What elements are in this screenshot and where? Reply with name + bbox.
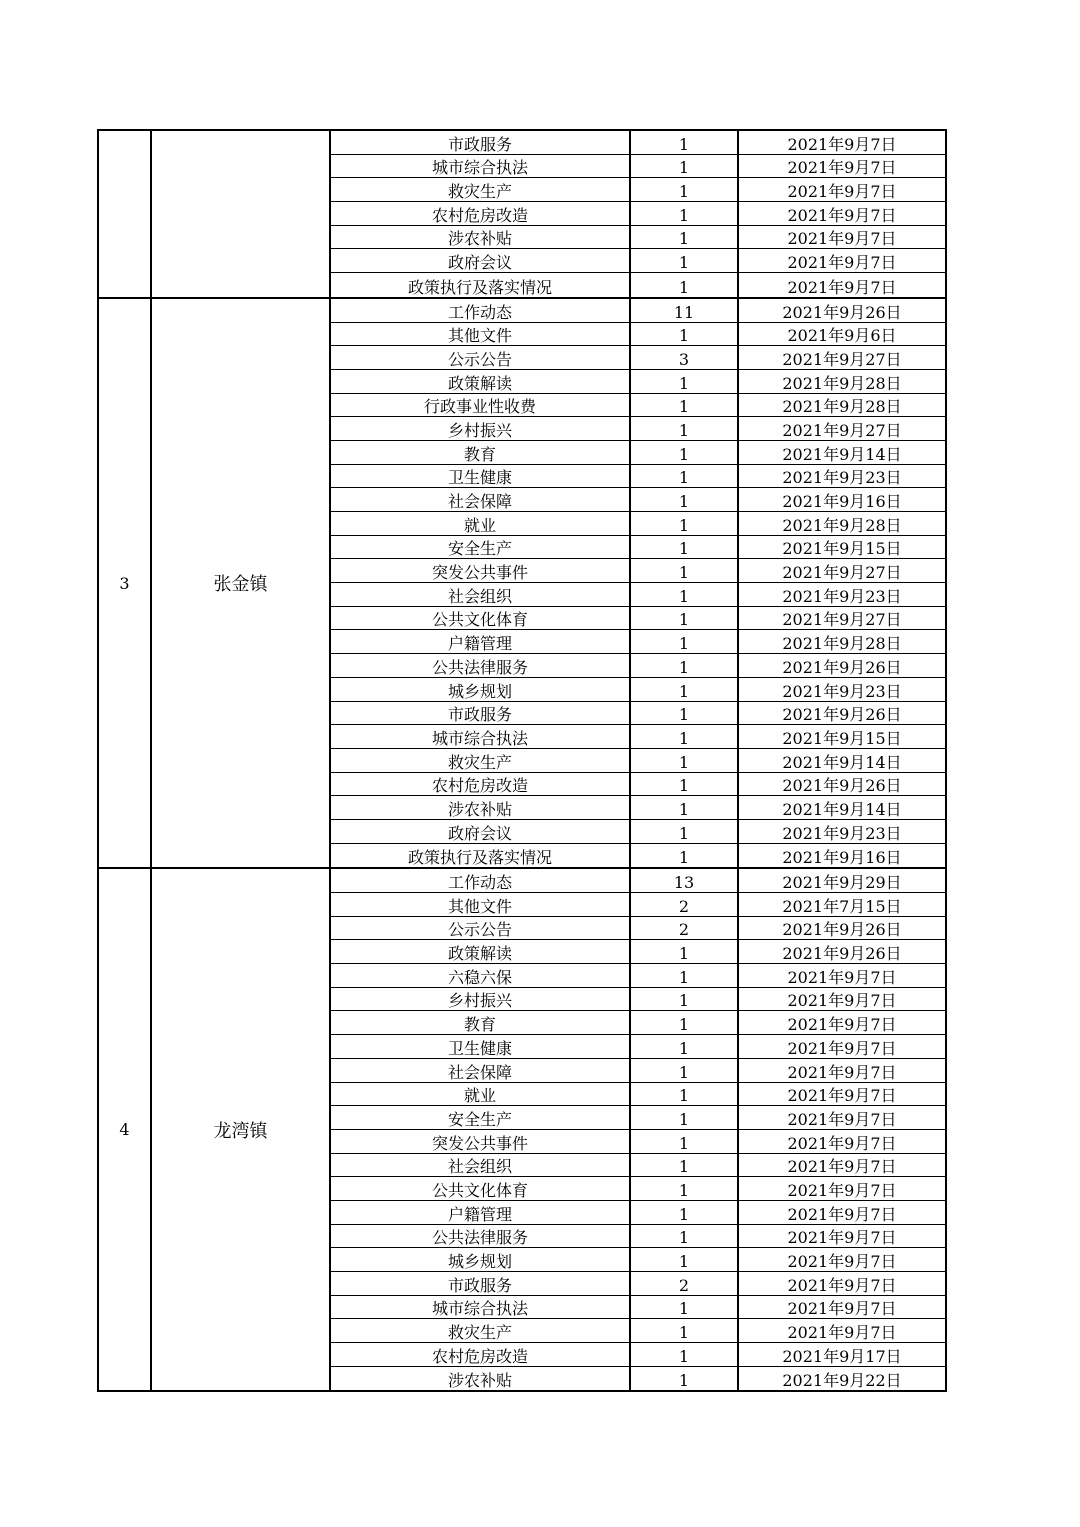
date-cell: 2021年9月16日 xyxy=(739,488,945,512)
table-row xyxy=(331,630,945,654)
town-name-cell: 张金镇 xyxy=(152,299,331,868)
date-cell: 2021年9月7日 xyxy=(787,277,897,297)
table-row xyxy=(331,178,945,202)
category-cell: 社会保障 xyxy=(331,488,631,512)
category-cell: 户籍管理 xyxy=(331,630,631,654)
table-row xyxy=(331,441,945,465)
table-row xyxy=(331,702,945,726)
date-cell: 2021年9月7日 xyxy=(739,178,945,202)
table-row xyxy=(331,155,945,179)
date-cell: 2021年9月7日 xyxy=(739,1154,945,1178)
table-row xyxy=(331,226,945,250)
date-cell: 2021年9月29日 xyxy=(739,869,945,893)
table-row xyxy=(331,583,945,607)
table-row xyxy=(331,796,945,820)
count-cell: 1 xyxy=(631,512,739,536)
category-cell: 工作动态 xyxy=(331,869,631,893)
table-row xyxy=(331,940,945,964)
count-cell: 1 xyxy=(631,607,739,631)
date-cell: 2021年9月7日 xyxy=(739,202,945,226)
date-cell: 2021年9月7日 xyxy=(739,1130,945,1154)
count-cell: 1 xyxy=(631,1343,739,1367)
date-cell: 2021年9月14日 xyxy=(739,796,945,820)
category-cell: 卫生健康 xyxy=(331,465,631,489)
table-row xyxy=(331,964,945,988)
count-cell: 1 xyxy=(631,131,739,155)
table-row xyxy=(331,607,945,631)
category-cell: 政策解读 xyxy=(331,940,631,964)
category-cell: 教育 xyxy=(331,441,631,465)
category-cell: 乡村振兴 xyxy=(331,988,631,1012)
table-row xyxy=(331,893,945,917)
table-row xyxy=(331,1248,945,1272)
count-cell: 1 xyxy=(631,725,739,749)
category-cell: 城乡规划 xyxy=(331,678,631,702)
count-cell: 1 xyxy=(631,1319,739,1343)
count-cell: 1 xyxy=(631,940,739,964)
table-row xyxy=(331,1225,945,1249)
date-cell: 2021年9月14日 xyxy=(739,441,945,465)
date-cell: 2021年9月7日 xyxy=(739,1083,945,1107)
date-cell: 2021年9月15日 xyxy=(739,725,945,749)
town-group xyxy=(97,867,947,1392)
table-row xyxy=(331,1272,945,1296)
count-cell: 1 xyxy=(631,202,739,226)
town-name-cell: 龙湾镇 xyxy=(152,869,331,1390)
category-cell: 政策解读 xyxy=(331,370,631,394)
count-cell: 1 xyxy=(631,773,739,797)
date-cell: 2021年9月16日 xyxy=(782,848,902,868)
category-cell: 其他文件 xyxy=(331,323,631,347)
category-cell: 救灾生产 xyxy=(331,749,631,773)
date-cell: 2021年9月7日 xyxy=(739,1225,945,1249)
category-cell: 突发公共事件 xyxy=(331,559,631,583)
category-cell: 乡村振兴 xyxy=(331,417,631,441)
table-row xyxy=(331,202,945,226)
category-cell: 市政服务 xyxy=(331,131,631,155)
date-cell: 2021年9月26日 xyxy=(739,299,945,323)
count-cell: 1 xyxy=(631,488,739,512)
date-cell: 2021年9月26日 xyxy=(739,940,945,964)
table-row xyxy=(331,1343,945,1367)
count-cell: 1 xyxy=(631,1011,739,1035)
category-cell: 就业 xyxy=(331,512,631,536)
date-cell: 2021年9月7日 xyxy=(739,1177,945,1201)
count-cell: 1 xyxy=(631,1367,739,1391)
category-cell: 城乡规划 xyxy=(331,1248,631,1272)
date-cell: 2021年9月7日 xyxy=(739,1296,945,1320)
date-cell: 2021年9月7日 xyxy=(739,1319,945,1343)
table-row xyxy=(331,1106,945,1130)
category-cell: 公示公告 xyxy=(331,346,631,370)
date-cell: 2021年9月7日 xyxy=(739,964,945,988)
count-cell: 13 xyxy=(631,869,739,893)
category-cell: 政策执行及落实情况 xyxy=(331,273,631,297)
date-cell: 2021年9月26日 xyxy=(739,654,945,678)
date-cell: 2021年9月28日 xyxy=(739,512,945,536)
category-cell: 农村危房改造 xyxy=(331,773,631,797)
table-row xyxy=(331,323,945,347)
category-cell: 政府会议 xyxy=(331,820,631,844)
category-cell: 农村危房改造 xyxy=(331,202,631,226)
category-cell: 六稳六保 xyxy=(331,964,631,988)
category-cell: 社会保障 xyxy=(331,1059,631,1083)
date-cell: 2021年9月23日 xyxy=(739,820,945,844)
date-cell: 2021年9月27日 xyxy=(739,346,945,370)
category-cell: 安全生产 xyxy=(331,1106,631,1130)
town-name-cell xyxy=(152,131,331,297)
date-cell: 2021年7月15日 xyxy=(739,893,945,917)
table-row xyxy=(331,654,945,678)
count-cell: 1 xyxy=(631,820,739,844)
category-cell: 救灾生产 xyxy=(331,178,631,202)
table-row xyxy=(331,465,945,489)
category-cell: 公共文化体育 xyxy=(331,1177,631,1201)
date-cell: 2021年9月14日 xyxy=(739,749,945,773)
category-cell: 市政服务 xyxy=(331,1272,631,1296)
count-cell: 2 xyxy=(631,893,739,917)
count-cell: 1 xyxy=(631,1248,739,1272)
category-cell: 行政事业性收费 xyxy=(331,394,631,418)
count-cell: 1 xyxy=(631,583,739,607)
date-cell: 2021年9月22日 xyxy=(782,1371,902,1391)
category-cell: 户籍管理 xyxy=(331,1201,631,1225)
count-cell: 3 xyxy=(631,346,739,370)
count-cell: 1 xyxy=(631,1154,739,1178)
count-cell: 1 xyxy=(631,630,739,654)
date-cell: 2021年9月7日 xyxy=(739,1011,945,1035)
table-row xyxy=(331,512,945,536)
table-row xyxy=(331,417,945,441)
disclosure-table xyxy=(97,129,947,1392)
count-cell: 1 xyxy=(631,226,739,250)
table-row xyxy=(331,1319,945,1343)
table-row xyxy=(331,1011,945,1035)
category-cell: 工作动态 xyxy=(331,299,631,323)
count-cell: 1 xyxy=(631,178,739,202)
count-cell: 1 xyxy=(631,702,739,726)
count-cell: 1 xyxy=(631,370,739,394)
category-cell: 公示公告 xyxy=(331,917,631,941)
count-cell: 1 xyxy=(631,394,739,418)
category-cell: 卫生健康 xyxy=(331,1035,631,1059)
count-cell: 1 xyxy=(631,155,739,179)
date-cell: 2021年9月7日 xyxy=(739,155,945,179)
count-cell: 1 xyxy=(631,1225,739,1249)
table-row xyxy=(331,749,945,773)
sequence-number-cell xyxy=(99,131,152,297)
table-row xyxy=(331,1177,945,1201)
date-cell: 2021年9月27日 xyxy=(739,607,945,631)
table-row xyxy=(331,370,945,394)
count-cell: 1 xyxy=(631,273,739,297)
table-row xyxy=(331,1059,945,1083)
date-cell: 2021年9月23日 xyxy=(739,465,945,489)
count-cell: 1 xyxy=(631,559,739,583)
date-cell: 2021年9月27日 xyxy=(739,559,945,583)
count-cell: 1 xyxy=(631,465,739,489)
table-row xyxy=(331,536,945,560)
category-cell: 教育 xyxy=(331,1011,631,1035)
count-cell: 1 xyxy=(631,1035,739,1059)
count-cell: 1 xyxy=(631,988,739,1012)
town-group xyxy=(97,297,947,868)
category-cell: 救灾生产 xyxy=(331,1319,631,1343)
date-cell: 2021年9月7日 xyxy=(739,1106,945,1130)
table-row xyxy=(331,773,945,797)
date-cell: 2021年9月17日 xyxy=(739,1343,945,1367)
table-row xyxy=(331,1296,945,1320)
count-cell: 1 xyxy=(631,417,739,441)
category-cell: 涉农补贴 xyxy=(331,1367,631,1391)
date-cell: 2021年9月7日 xyxy=(739,131,945,155)
count-cell: 1 xyxy=(631,1177,739,1201)
date-cell: 2021年9月7日 xyxy=(739,1201,945,1225)
table-row xyxy=(331,488,945,512)
count-cell: 11 xyxy=(631,299,739,323)
date-cell: 2021年9月7日 xyxy=(739,1035,945,1059)
table-row xyxy=(331,1130,945,1154)
table-row xyxy=(331,131,945,155)
date-cell: 2021年9月7日 xyxy=(739,1272,945,1296)
category-cell: 公共文化体育 xyxy=(331,607,631,631)
count-cell: 2 xyxy=(631,1272,739,1296)
table-row xyxy=(331,1367,945,1391)
category-cell: 市政服务 xyxy=(331,702,631,726)
table-row xyxy=(331,917,945,941)
table-row xyxy=(331,559,945,583)
count-cell: 1 xyxy=(631,964,739,988)
table-row xyxy=(331,249,945,273)
date-cell: 2021年9月7日 xyxy=(739,1059,945,1083)
count-cell: 2 xyxy=(631,917,739,941)
table-row xyxy=(331,725,945,749)
date-cell: 2021年9月7日 xyxy=(739,226,945,250)
count-cell: 1 xyxy=(631,796,739,820)
table-row xyxy=(331,1035,945,1059)
date-cell: 2021年9月23日 xyxy=(739,678,945,702)
table-row xyxy=(331,988,945,1012)
count-cell: 1 xyxy=(631,249,739,273)
category-cell: 其他文件 xyxy=(331,893,631,917)
table-row xyxy=(331,346,945,370)
count-cell: 1 xyxy=(631,1106,739,1130)
category-cell: 突发公共事件 xyxy=(331,1130,631,1154)
date-cell: 2021年9月28日 xyxy=(739,370,945,394)
date-cell: 2021年9月26日 xyxy=(739,917,945,941)
table-row xyxy=(331,273,945,297)
count-cell: 1 xyxy=(631,441,739,465)
count-cell: 1 xyxy=(631,1059,739,1083)
count-cell: 1 xyxy=(631,844,739,868)
category-cell: 安全生产 xyxy=(331,536,631,560)
town-group xyxy=(97,129,947,297)
date-cell: 2021年9月28日 xyxy=(739,630,945,654)
category-cell: 政府会议 xyxy=(331,249,631,273)
category-cell: 公共法律服务 xyxy=(331,1225,631,1249)
count-cell: 1 xyxy=(631,1083,739,1107)
date-cell: 2021年9月26日 xyxy=(739,773,945,797)
date-cell: 2021年9月6日 xyxy=(739,323,945,347)
date-cell: 2021年9月26日 xyxy=(739,702,945,726)
date-cell: 2021年9月15日 xyxy=(739,536,945,560)
date-cell: 2021年9月27日 xyxy=(739,417,945,441)
count-cell: 1 xyxy=(631,323,739,347)
table-row xyxy=(331,820,945,844)
category-cell: 城市综合执法 xyxy=(331,725,631,749)
count-cell: 1 xyxy=(631,536,739,560)
count-cell: 1 xyxy=(631,749,739,773)
category-cell: 农村危房改造 xyxy=(331,1343,631,1367)
date-cell: 2021年9月7日 xyxy=(739,988,945,1012)
category-cell: 就业 xyxy=(331,1083,631,1107)
category-cell: 涉农补贴 xyxy=(331,796,631,820)
category-cell: 城市综合执法 xyxy=(331,155,631,179)
table-row xyxy=(331,1083,945,1107)
table-row xyxy=(331,844,945,868)
date-cell: 2021年9月7日 xyxy=(739,249,945,273)
table-row xyxy=(331,299,945,323)
table-row xyxy=(331,869,945,893)
category-cell: 社会组织 xyxy=(331,1154,631,1178)
sequence-number-cell: 3 xyxy=(99,299,152,868)
date-cell: 2021年9月7日 xyxy=(739,1248,945,1272)
count-cell: 1 xyxy=(631,654,739,678)
table-row xyxy=(331,394,945,418)
category-cell: 社会组织 xyxy=(331,583,631,607)
table-row xyxy=(331,1154,945,1178)
date-cell: 2021年9月23日 xyxy=(739,583,945,607)
date-cell: 2021年9月28日 xyxy=(739,394,945,418)
count-cell: 1 xyxy=(631,1201,739,1225)
count-cell: 1 xyxy=(631,1296,739,1320)
count-cell: 1 xyxy=(631,678,739,702)
category-cell: 涉农补贴 xyxy=(331,226,631,250)
category-cell: 城市综合执法 xyxy=(331,1296,631,1320)
count-cell: 1 xyxy=(631,1130,739,1154)
category-cell: 政策执行及落实情况 xyxy=(331,844,631,868)
sequence-number-cell: 4 xyxy=(99,869,152,1390)
table-row xyxy=(331,678,945,702)
category-cell: 公共法律服务 xyxy=(331,654,631,678)
table-row xyxy=(331,1201,945,1225)
